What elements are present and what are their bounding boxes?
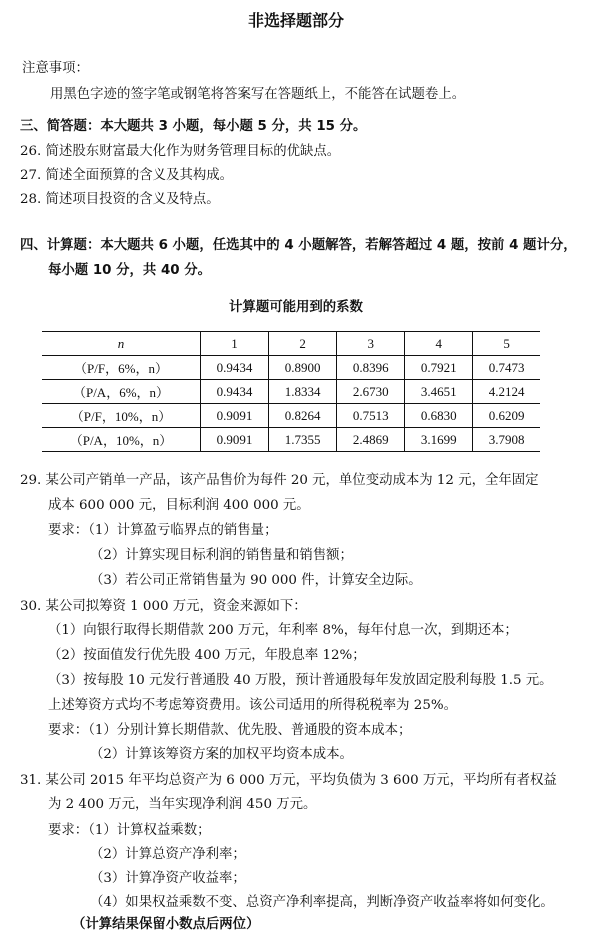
q31-requirement-4: （4）如果权益乘数不变、总资产净利率提高，判断净资产收益率将如何变化。 bbox=[90, 895, 554, 910]
page-title: 非选择题部分 bbox=[247, 11, 344, 30]
table-cell: 0.8264 bbox=[269, 404, 337, 428]
notice-text: 用黑色字迹的签字笔或钢笔将答案写在答题纸上，不能答在试题卷上。 bbox=[50, 87, 466, 102]
table-row bbox=[42, 380, 540, 404]
notice-heading: 注意事项： bbox=[22, 61, 89, 76]
table-cell: 0.8900 bbox=[269, 356, 337, 380]
q31-requirement-1: 要求：（1）计算权益乘数； bbox=[48, 823, 211, 838]
table-header-cell: 2 bbox=[269, 332, 337, 356]
table-header-cell: n bbox=[42, 332, 201, 356]
table-cell: （P/F，6%，n） bbox=[42, 356, 201, 380]
q30-note: 上述筹资方式均不考虑筹资费用。该公司适用的所得税税率为 25%。 bbox=[48, 698, 457, 713]
table-cell: 3.7908 bbox=[473, 428, 540, 452]
question-27: 27. 简述全面预算的含义及其构成。 bbox=[20, 168, 234, 183]
q31-line2: 为 2 400 万元，当年实现净利润 450 万元。 bbox=[48, 797, 317, 812]
q30-requirement-1: 要求：（1）分别计算长期借款、优先股、普通股的资本成本； bbox=[48, 723, 412, 738]
question-26: 26. 简述股东财富最大化作为财务管理目标的优缺点。 bbox=[20, 144, 341, 159]
table-cell: 0.8396 bbox=[337, 356, 405, 380]
table-cell: （P/F，10%，n） bbox=[42, 404, 201, 428]
table-header-cell: 3 bbox=[337, 332, 405, 356]
table-cell: 3.1699 bbox=[405, 428, 473, 452]
table-cell: （P/A，10%，n） bbox=[42, 428, 201, 452]
table-cell: 1.8334 bbox=[269, 380, 337, 404]
table-cell: 3.4651 bbox=[405, 380, 473, 404]
table-cell: 2.6730 bbox=[337, 380, 405, 404]
q29-requirement-1: 要求：（1）计算盈亏临界点的销售量； bbox=[48, 523, 278, 538]
q30-item-3: （3）按每股 10 元发行普通股 40 万股，预计普通股每年发放固定股利每股 1.5 元。 bbox=[48, 673, 553, 688]
q29-line2: 成本 600 000 元，目标利润 400 000 元。 bbox=[48, 498, 310, 513]
table-cell: 4.2124 bbox=[473, 380, 540, 404]
table-row bbox=[42, 428, 540, 452]
table-caption: 计算题可能用到的系数 bbox=[229, 300, 363, 315]
section4-heading-line2: 每小题 10 分，共 40 分。 bbox=[48, 263, 212, 278]
q31-note: （计算结果保留小数点后两位） bbox=[72, 917, 260, 932]
table-cell: 0.6830 bbox=[405, 404, 473, 428]
table-cell: 0.7513 bbox=[337, 404, 405, 428]
table-cell: 0.9091 bbox=[201, 404, 269, 428]
q30-requirement-2: （2）计算该筹资方案的加权平均资本成本。 bbox=[90, 747, 353, 762]
table-cell: 0.9434 bbox=[201, 356, 269, 380]
section3-heading: 三、简答题：本大题共 3 小题，每小题 5 分，共 15 分。 bbox=[20, 119, 367, 134]
q30-item-2: （2）按面值发行优先股 400 万元，年股息率 12%； bbox=[48, 648, 366, 663]
table-cell: 0.9434 bbox=[201, 380, 269, 404]
table-row bbox=[42, 404, 540, 428]
q31-requirement-3: （3）计算净资产收益率； bbox=[90, 871, 246, 886]
q31-line1: 31. 某公司 2015 年平均总资产为 6 000 万元，平均负债为 3 600 万元，平均所有者权益 bbox=[20, 773, 557, 788]
table-cell: 0.9091 bbox=[201, 428, 269, 452]
table-cell: 2.4869 bbox=[337, 428, 405, 452]
table-header-cell: 5 bbox=[473, 332, 540, 356]
question-28: 28. 简述项目投资的含义及特点。 bbox=[20, 192, 220, 207]
table-row bbox=[42, 356, 540, 380]
q31-requirement-2: （2）计算总资产净利率； bbox=[90, 847, 246, 862]
table-header-cell: 4 bbox=[405, 332, 473, 356]
q30-item-1: （1）向银行取得长期借款 200 万元，年利率 8%，每年付息一次，到期还本； bbox=[48, 623, 518, 638]
q29-requirement-2: （2）计算实现目标利润的销售量和销售额； bbox=[90, 548, 353, 563]
q29-requirement-3: （3）若公司正常销售量为 90 000 件，计算安全边际。 bbox=[90, 573, 422, 588]
section4-heading-line1: 四、计算题：本大题共 6 小题，任选其中的 4 小题解答，若解答超过 4 题，按前 4 题计分， bbox=[20, 238, 577, 253]
table-header-row bbox=[42, 332, 540, 356]
q30-line1: 30. 某公司拟筹资 1 000 万元，资金来源如下： bbox=[20, 599, 307, 614]
table-cell: 0.7473 bbox=[473, 356, 540, 380]
coefficient-table bbox=[42, 331, 540, 452]
table-cell: 0.7921 bbox=[405, 356, 473, 380]
table-cell: 1.7355 bbox=[269, 428, 337, 452]
q29-line1: 29. 某公司产销单一产品，该产品售价为每件 20 元，单位变动成本为 12 元，全年固定 bbox=[20, 473, 539, 488]
table-header-cell: 1 bbox=[201, 332, 269, 356]
table-cell: （P/A，6%，n） bbox=[42, 380, 201, 404]
table-cell: 0.6209 bbox=[473, 404, 540, 428]
